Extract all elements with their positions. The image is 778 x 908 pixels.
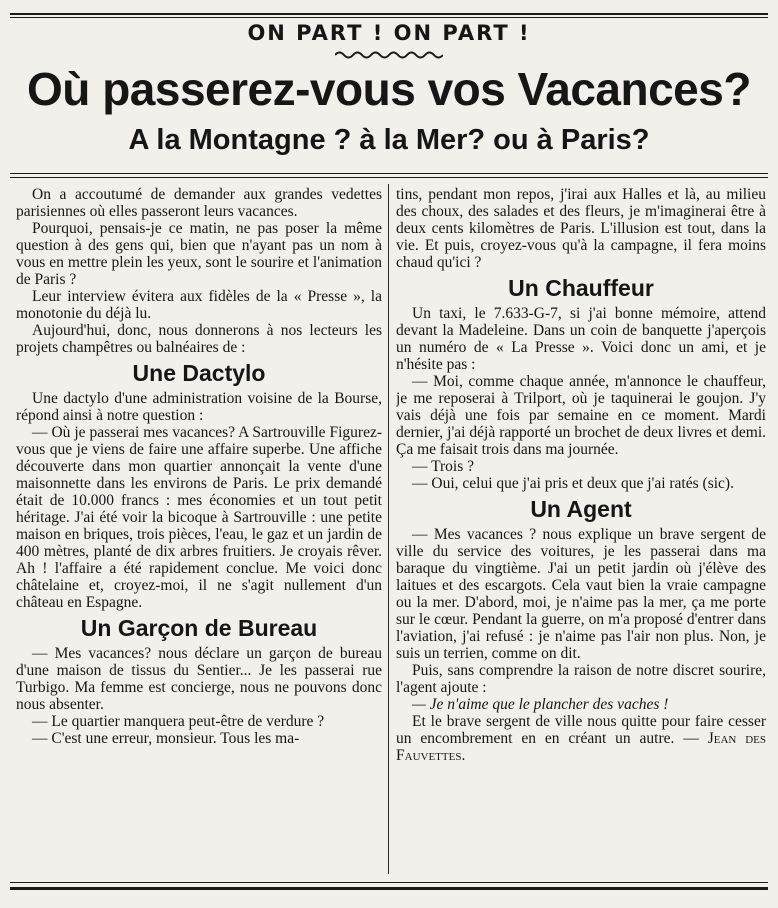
article-paragraph: Un taxi, le 7.633-G-7, si j'ai bonne mémoire, attend devant la Madeleine. Dans un coin de banquette j'aperçois un numéro de « La Presse ». Voici donc un ami, et je n'hésite pas : [396,305,766,373]
article-paragraph: — Où je passerai mes vacances? A Sartrouville Figurez-vous que je viens de faire une affaire superbe. Une affiche découverte dans mon quartier annonçait la vente d'une maisonnette dans les environs de Paris. Le prix demandé était de 10.000 francs : mes économies et un tout petit héritage. J'ai été voir la bicoque à Sartrouville : une petite maison en briques, trois pièces, l'eau, le gaz et un jardin de 400 mètres, planté de dix arbres fruitiers. Je croyais rêver. Ah ! l'affaire a été rapidement conclue. Me voici donc châtelaine et, croyez-moi, il ne s'agit nullement d'un château en Espagne. [16,424,382,611]
article-paragraph: — C'est une erreur, monsieur. Tous les ma- [32,730,300,747]
article-paragraph: — Mes vacances? nous déclare un garçon de bureau d'une maison de tissus du Sentier... Je les passerai rue Turbigo. Ma femme est concierge, nous ne pouvons donc nous absenter. [16,645,382,713]
article-paragraph: — Oui, celui que j'ai pris et deux que j'ai ratés (sic). [412,475,734,492]
headline: Où passerez-vous vos Vacances? [27,63,751,115]
kicker: ON PART ! ON PART ! [247,21,531,45]
article-paragraph: — Trois ? [412,458,475,475]
top-rule-thin [10,17,768,18]
section-heading-chauffeur: Un Chauffeur [508,275,654,301]
article-paragraph: Puis, sans comprendre la raison de notre discret sourire, l'agent ajoute : [396,662,766,696]
section-heading-dactylo: Une Dactylo [132,360,266,386]
top-rule [10,13,768,15]
intro-paragraph: Aujourd'hui, donc, nous donnerons à nos lecteurs les projets champêtres ou balnéaires de : [16,322,382,356]
continuation-paragraph: tins, pendant mon repos, j'irai aux Halles et là, au milieu des choux, des salades et des fleurs, je m'imaginerai être à deux cents kilomètres de Paris. L'illusion est tout, dans la vie. Et puis, croyez-vous qu'à la campagne, il fera moins chaud qu'ici ? [396,186,766,271]
article-paragraph: — Le quartier manquera peut-être de verdure ? [32,713,325,730]
bottom-rule [10,887,768,890]
right-column [396,186,766,878]
quote-paragraph: — Je n'aime que le plancher des vaches ! [412,696,669,713]
intro-paragraph: On a accoutumé de demander aux grandes vedettes parisiennes où elles passeront leurs vacances. [16,186,382,220]
article-paragraph: Une dactylo d'une administration voisine de la Bourse, répond ainsi à notre question : [16,390,382,424]
article-paragraph: — Moi, comme chaque année, m'annonce le chauffeur, je me reposerai à Trilport, où je taquinerai le goujon. J'y vais déjà une fois par semaine en ce moment. Mardi dernier, j'ai déjà rapporté un brochet de deux livres et demi. Ça me faisait trois dans ma journée. [396,373,766,458]
intro-paragraph: Pourquoi, pensais-je ce matin, ne pas poser la même question à des gens qui, bien que n'ayant pas un nom à vous en mettre plein les yeux, sont le sourire et l'animation de Paris ? [16,220,382,288]
left-column [16,186,382,878]
intro-paragraph: Leur interview évitera aux fidèles de la « Presse », la monotonie du déjà lu. [16,288,382,322]
closing-paragraph [396,713,766,764]
closing-text: Et le brave sergent de ville nous quitte pour faire cesser un encombrement en en créant un autre. — [396,713,766,747]
header-rule [10,173,768,174]
subheadline: A la Montagne ? à la Mer? ou à Paris? [128,124,650,156]
column-separator [388,184,389,874]
header-rule-2 [10,177,768,178]
section-heading-agent: Un Agent [530,496,632,522]
article-paragraph: — Mes vacances ? nous explique un brave sergent de ville du service des voitures, je les passerai dans ma baraque du vingtième. J'ai un petit jardin où j'élève des laitues et des escargots. Cela vaut bien la vraie campagne ou la mer. D'abord, moi, je n'aime pas la mer, ça me porte sur le cœur. Pendant la guerre, on m'a proposé d'entrer dans l'aviation, j'ai refusé : je n'aime pas l'air non plus. Non, je suis un terrien, comme on dit. [396,526,766,662]
bottom-rule-thin [10,882,768,883]
ornament-wave-icon [335,50,443,60]
section-heading-garcon: Un Garçon de Bureau [80,615,318,641]
author-signature: Jean des Fauvettes. [396,730,766,764]
